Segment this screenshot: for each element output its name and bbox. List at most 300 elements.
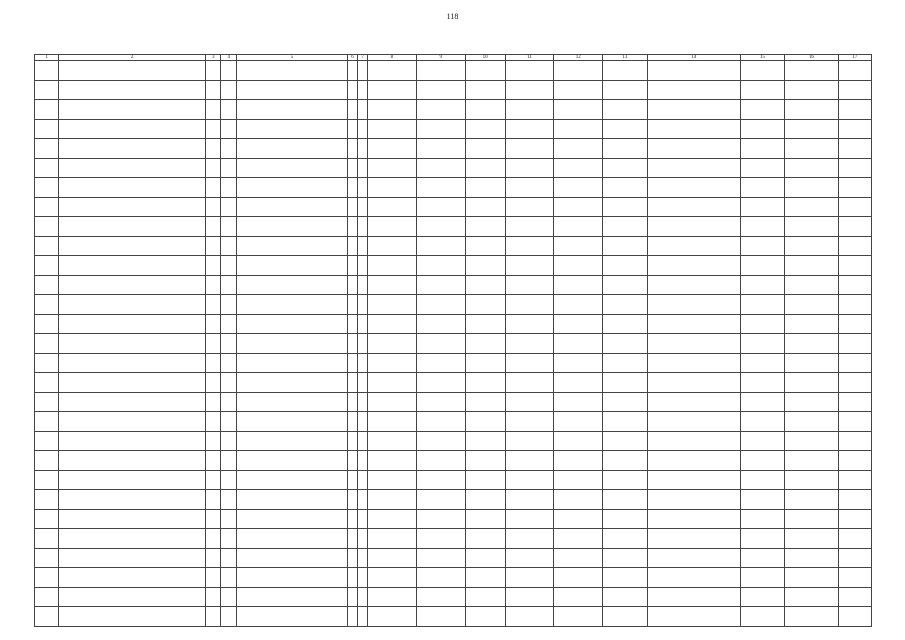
table-cell (221, 158, 237, 178)
table-cell (416, 61, 465, 81)
table-cell (357, 451, 367, 471)
table-cell (416, 509, 465, 529)
table-cell (505, 178, 554, 198)
table-cell (221, 314, 237, 334)
table-cell (347, 373, 357, 393)
table-cell (505, 139, 554, 159)
table-cell (647, 568, 740, 588)
table-cell (740, 314, 784, 334)
table-cell (647, 548, 740, 568)
table-cell (416, 451, 465, 471)
table-cell (647, 412, 740, 432)
table-cell (236, 412, 347, 432)
table-cell (367, 490, 416, 510)
table-cell (357, 587, 367, 607)
building-register-table (34, 54, 872, 627)
table-cell (205, 197, 221, 217)
table-cell (221, 529, 237, 549)
table-cell (838, 197, 871, 217)
table-cell (416, 217, 465, 237)
table-cell (357, 100, 367, 120)
table-cell (205, 529, 221, 549)
table-cell (554, 139, 603, 159)
table-cell (603, 197, 647, 217)
table-cell (357, 80, 367, 100)
table-cell (205, 61, 221, 81)
table-cell (367, 548, 416, 568)
table-cell (347, 353, 357, 373)
table-cell (35, 178, 59, 198)
table-cell (740, 490, 784, 510)
table-cell (35, 61, 59, 81)
table-cell (367, 412, 416, 432)
table-cell (236, 451, 347, 471)
table-cell (740, 353, 784, 373)
table-row (35, 197, 872, 217)
table-cell (416, 587, 465, 607)
table-cell (347, 607, 357, 627)
table-cell (416, 548, 465, 568)
table-cell (603, 119, 647, 139)
table-cell (347, 334, 357, 354)
table-cell (647, 236, 740, 256)
table-row (35, 431, 872, 451)
table-cell (785, 236, 838, 256)
table-cell (740, 529, 784, 549)
table-cell (236, 490, 347, 510)
table-cell (221, 139, 237, 159)
table-cell (603, 607, 647, 627)
table-cell (59, 529, 206, 549)
table-cell (205, 412, 221, 432)
table-cell (647, 607, 740, 627)
table-cell (647, 178, 740, 198)
table-cell (236, 158, 347, 178)
table-cell (416, 490, 465, 510)
table-cell (221, 334, 237, 354)
table-cell (357, 334, 367, 354)
table-cell (357, 197, 367, 217)
table-row (35, 587, 872, 607)
table-cell (554, 607, 603, 627)
table-cell (367, 61, 416, 81)
table-cell (554, 568, 603, 588)
table-cell (236, 295, 347, 315)
table-cell (740, 178, 784, 198)
table-cell (367, 217, 416, 237)
table-cell (603, 587, 647, 607)
table-cell (205, 100, 221, 120)
table-cell (554, 119, 603, 139)
column-number-cell: 17 (838, 55, 871, 61)
table-row (35, 392, 872, 412)
table-cell (416, 353, 465, 373)
table-cell (603, 61, 647, 81)
table-cell (740, 509, 784, 529)
column-number-cell: 3 (205, 55, 221, 61)
table-cell (647, 197, 740, 217)
table-cell (554, 490, 603, 510)
table-cell (647, 490, 740, 510)
table-cell (347, 295, 357, 315)
table-cell (205, 490, 221, 510)
table-cell (357, 295, 367, 315)
table-cell (647, 314, 740, 334)
table-cell (357, 392, 367, 412)
table-row (35, 373, 872, 393)
table-cell (236, 275, 347, 295)
table-cell (647, 80, 740, 100)
table-cell (465, 256, 505, 276)
table-cell (603, 490, 647, 510)
table-cell (740, 119, 784, 139)
table-cell (35, 392, 59, 412)
table-cell (838, 178, 871, 198)
table-cell (416, 607, 465, 627)
table-cell (221, 275, 237, 295)
table-cell (205, 178, 221, 198)
table-cell (59, 490, 206, 510)
table-row (35, 451, 872, 471)
table-cell (367, 353, 416, 373)
table-cell (554, 295, 603, 315)
table-cell (785, 275, 838, 295)
table-cell (221, 256, 237, 276)
table-cell (347, 100, 357, 120)
table-cell (236, 470, 347, 490)
table-cell (740, 275, 784, 295)
table-cell (221, 412, 237, 432)
table-cell (603, 314, 647, 334)
table-row (35, 80, 872, 100)
table-cell (416, 119, 465, 139)
table-cell (236, 314, 347, 334)
table-row (35, 529, 872, 549)
table-cell (603, 392, 647, 412)
table-cell (838, 548, 871, 568)
table-cell (59, 256, 206, 276)
table-cell (205, 295, 221, 315)
table-cell (416, 80, 465, 100)
table-cell (838, 236, 871, 256)
table-cell (347, 119, 357, 139)
table-row (35, 217, 872, 237)
table-cell (35, 139, 59, 159)
table-cell (59, 314, 206, 334)
table-cell (554, 470, 603, 490)
table-cell (59, 119, 206, 139)
table-cell (35, 470, 59, 490)
table-cell (647, 217, 740, 237)
column-number-cell: 13 (603, 55, 647, 61)
table-cell (347, 412, 357, 432)
table-cell (603, 373, 647, 393)
table-cell (785, 197, 838, 217)
table-cell (603, 412, 647, 432)
table-cell (554, 451, 603, 471)
table-cell (35, 217, 59, 237)
table-cell (740, 470, 784, 490)
table-cell (59, 236, 206, 256)
table-cell (35, 256, 59, 276)
table-cell (347, 139, 357, 159)
table-cell (465, 139, 505, 159)
table-row (35, 548, 872, 568)
table-row (35, 509, 872, 529)
table-cell (221, 607, 237, 627)
table-cell (465, 158, 505, 178)
table-cell (347, 275, 357, 295)
table-cell (367, 314, 416, 334)
table-cell (35, 295, 59, 315)
table-cell (221, 451, 237, 471)
table-cell (205, 314, 221, 334)
table-cell (59, 607, 206, 627)
table-cell (205, 256, 221, 276)
table-cell (740, 392, 784, 412)
table-cell (740, 80, 784, 100)
table-cell (505, 470, 554, 490)
table-cell (236, 178, 347, 198)
table-cell (367, 275, 416, 295)
table-cell (357, 490, 367, 510)
table-cell (221, 392, 237, 412)
table-row (35, 236, 872, 256)
table-cell (236, 509, 347, 529)
table-cell (785, 490, 838, 510)
table-cell (35, 373, 59, 393)
table-cell (505, 119, 554, 139)
table-cell (367, 373, 416, 393)
table-cell (740, 158, 784, 178)
table-cell (785, 139, 838, 159)
table-cell (221, 548, 237, 568)
table-cell (221, 568, 237, 588)
table-row (35, 275, 872, 295)
table-cell (347, 470, 357, 490)
table-cell (221, 295, 237, 315)
table-cell (236, 568, 347, 588)
table-cell (221, 100, 237, 120)
table-cell (505, 100, 554, 120)
table-cell (465, 607, 505, 627)
table-cell (205, 470, 221, 490)
table-cell (740, 607, 784, 627)
table-cell (647, 139, 740, 159)
table-cell (465, 353, 505, 373)
table-cell (35, 490, 59, 510)
table-cell (35, 353, 59, 373)
table-cell (367, 100, 416, 120)
table-cell (357, 470, 367, 490)
table-cell (59, 509, 206, 529)
table-cell (838, 587, 871, 607)
table-cell (554, 158, 603, 178)
table-cell (35, 587, 59, 607)
table-cell (35, 607, 59, 627)
table-cell (740, 548, 784, 568)
table-cell (740, 412, 784, 432)
table-cell (785, 529, 838, 549)
column-number-cell: 10 (465, 55, 505, 61)
table-cell (647, 334, 740, 354)
table-cell (465, 548, 505, 568)
table-cell (236, 236, 347, 256)
table-row (35, 412, 872, 432)
table-cell (205, 80, 221, 100)
table-cell (554, 392, 603, 412)
table-cell (59, 470, 206, 490)
table-cell (465, 412, 505, 432)
table-row (35, 353, 872, 373)
table-cell (221, 197, 237, 217)
table-cell (647, 373, 740, 393)
table-cell (554, 529, 603, 549)
table-cell (785, 470, 838, 490)
table-cell (357, 548, 367, 568)
table-cell (357, 178, 367, 198)
table-cell (205, 509, 221, 529)
table-cell (59, 178, 206, 198)
table-cell (59, 548, 206, 568)
table-cell (357, 61, 367, 81)
table-cell (785, 295, 838, 315)
table-cell (236, 256, 347, 276)
table-cell (236, 587, 347, 607)
column-number-cell: 11 (505, 55, 554, 61)
table-cell (505, 197, 554, 217)
table-cell (838, 568, 871, 588)
table-cell (603, 217, 647, 237)
table-cell (236, 119, 347, 139)
table-cell (647, 119, 740, 139)
table-cell (357, 568, 367, 588)
table-cell (59, 412, 206, 432)
table-cell (603, 431, 647, 451)
table-cell (59, 275, 206, 295)
table-cell (347, 509, 357, 529)
table-cell (603, 568, 647, 588)
table-cell (838, 490, 871, 510)
table-cell (603, 178, 647, 198)
table-cell (603, 236, 647, 256)
column-number-cell: 5 (236, 55, 347, 61)
table-cell (35, 509, 59, 529)
table-cell (838, 256, 871, 276)
table-cell (347, 80, 357, 100)
table-cell (603, 139, 647, 159)
table-cell (740, 373, 784, 393)
table-cell (221, 236, 237, 256)
table-cell (505, 607, 554, 627)
table-cell (505, 548, 554, 568)
table-cell (647, 158, 740, 178)
table-cell (347, 236, 357, 256)
table-cell (785, 314, 838, 334)
table-cell (35, 100, 59, 120)
table-row (35, 158, 872, 178)
table-cell (465, 314, 505, 334)
column-number-cell: 2 (59, 55, 206, 61)
table-cell (465, 373, 505, 393)
table-cell (59, 100, 206, 120)
table-cell (838, 119, 871, 139)
table-cell (347, 178, 357, 198)
table-cell (505, 295, 554, 315)
table-cell (205, 431, 221, 451)
table-cell (357, 509, 367, 529)
column-number-cell: 7 (357, 55, 367, 61)
table-cell (785, 353, 838, 373)
table-cell (35, 119, 59, 139)
table-cell (357, 158, 367, 178)
table-cell (554, 314, 603, 334)
table-cell (347, 548, 357, 568)
table-cell (357, 529, 367, 549)
table-cell (416, 314, 465, 334)
table-cell (367, 295, 416, 315)
table-cell (416, 470, 465, 490)
table-cell (347, 451, 357, 471)
table-cell (465, 236, 505, 256)
table-row (35, 100, 872, 120)
table-cell (838, 373, 871, 393)
table-cell (416, 100, 465, 120)
table-cell (59, 451, 206, 471)
table-cell (505, 392, 554, 412)
table-cell (785, 178, 838, 198)
table-cell (740, 451, 784, 471)
table-cell (367, 139, 416, 159)
table-cell (740, 295, 784, 315)
table-cell (205, 587, 221, 607)
table-cell (838, 412, 871, 432)
table-cell (236, 61, 347, 81)
table-cell (221, 178, 237, 198)
table-cell (35, 158, 59, 178)
table-cell (554, 587, 603, 607)
table-cell (205, 158, 221, 178)
table-cell (647, 587, 740, 607)
table-cell (465, 470, 505, 490)
table-cell (236, 197, 347, 217)
table-cell (465, 334, 505, 354)
table-cell (647, 470, 740, 490)
table-cell (838, 392, 871, 412)
table-cell (838, 217, 871, 237)
table-cell (416, 412, 465, 432)
table-cell (465, 431, 505, 451)
table-cell (221, 587, 237, 607)
table-cell (838, 353, 871, 373)
table-cell (465, 509, 505, 529)
table-cell (785, 217, 838, 237)
table-cell (838, 470, 871, 490)
table-cell (785, 61, 838, 81)
table-row (35, 178, 872, 198)
table-cell (35, 334, 59, 354)
table-cell (205, 139, 221, 159)
table-cell (236, 548, 347, 568)
table-cell (35, 275, 59, 295)
table-cell (367, 607, 416, 627)
table-cell (59, 61, 206, 81)
table-cell (221, 80, 237, 100)
table-cell (35, 568, 59, 588)
table-cell (236, 392, 347, 412)
table-cell (59, 139, 206, 159)
table-cell (838, 334, 871, 354)
